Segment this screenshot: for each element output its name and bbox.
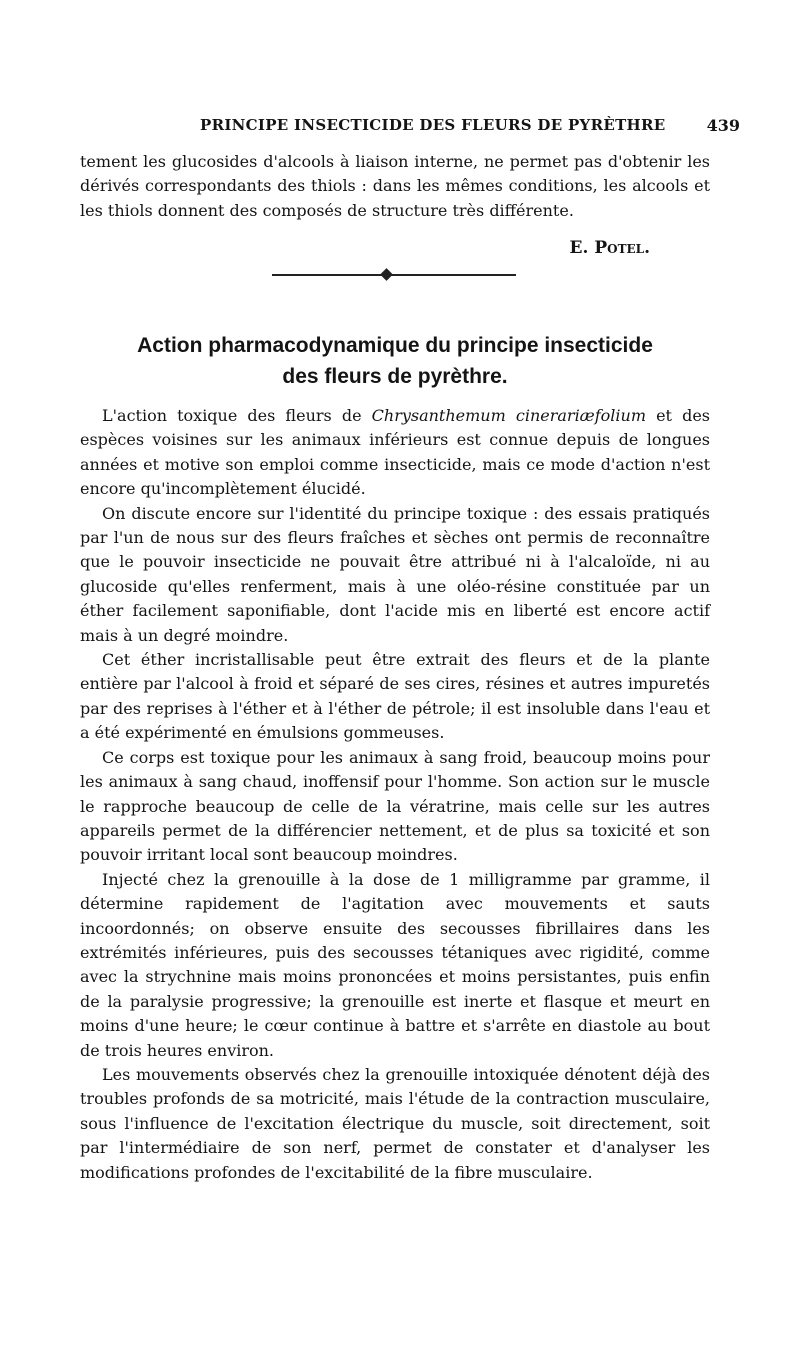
section-separator bbox=[272, 268, 516, 282]
paragraph-3: Cet éther incristallisable peut être extrait des fleurs et de la plante entière par l'alcool à froid et séparé de ses cires, résines et autres impuretés par des reprises à l'éther et à l'éther de pétrole; il est insoluble dans l'eau et a été expérimenté en émulsions gommeuses. bbox=[80, 650, 710, 743]
article-body bbox=[80, 404, 710, 1185]
paragraph-1-end: et des espèces voisines sur les animaux inférieurs est connue depuis de longues années et motive son emploi comme insecticide, mais ce mode d'action n'est encore qu'incomplètement élucidé. bbox=[80, 406, 710, 499]
paragraph-1 bbox=[80, 404, 710, 502]
page-number: 439 bbox=[706, 116, 740, 135]
running-header bbox=[200, 116, 740, 140]
closing-paragraph: tement les glucosides d'alcools à liaison interne, ne permet pas d'obtenir les dérivés correspondants des thiols : dans les mêmes conditions, les alcools et les thiols donnent des composés de structure très différente. bbox=[80, 152, 710, 220]
paragraph-6: Les mouvements observés chez la grenouille intoxiquée dénotent déjà des troubles profonds de sa motricité, mais l'étude de la contraction musculaire, sous l'influence de l'excitation électrique du muscle, soit directement, soit par l'intermédiaire de son nerf, permet de constater et d'analyser les modifications profondes de l'excitabilité de la fibre musculaire. bbox=[80, 1064, 710, 1182]
paragraph-4: Ce corps est toxique pour les animaux à sang froid, beaucoup moins pour les animaux à sang chaud, inoffensif pour l'homme. Son action sur le muscle le rapproche beaucoup de celle de la vératrine, mais celle sur les autres appareils permet de la différencier nettement, et de plus sa toxicité et son pouvoir irritant local sont beaucoup moindres. bbox=[80, 747, 710, 865]
paragraph-2: On discute encore sur l'identité du principe toxique : des essais pratiqués par l'un de nous sur des fleurs fraîches et sèches ont permis de reconnaître que le pouvoir insecticide ne pouvait être attribué ni à l'alcaloïde, ni au glucoside qu'elles renferment, mais à une oléo-résine constituée par un éther facilement saponifiable, dont l'acide mis en liberté est encore actif mais à un degré moindre. bbox=[80, 503, 710, 645]
article-title-line-2: des fleurs de pyrèthre. bbox=[282, 365, 508, 388]
signature-initial: E. bbox=[569, 238, 589, 258]
article-title bbox=[80, 330, 710, 392]
author-signature bbox=[570, 238, 650, 258]
separator-line bbox=[272, 274, 516, 276]
previous-article-text bbox=[80, 150, 710, 223]
article-title-line-1: Action pharmacodynamique du principe insecticide bbox=[137, 334, 653, 357]
paragraph-5: Injecté chez la grenouille à la dose de 1 milligramme par gramme, il détermine rapidement de l'agitation avec mouvements et sauts incoordonnés; on observe ensuite des secousses fibrillaires dans les extrémités inférieures, puis des secousses tétaniques avec rigidité, comme avec la strychnine mais moins prononcées et moins persistantes, puis enfin de la paralysie progressive; la grenouille est inerte et flasque et meurt en moins d'une heure; le cœur continue à battre et s'arrête en diastole au bout de trois heures environ. bbox=[80, 869, 710, 1060]
signature-name: Potel. bbox=[594, 238, 650, 258]
diamond-ornament-icon bbox=[380, 268, 393, 281]
species-name: Chrysanthemum cinerariæfolium bbox=[371, 406, 646, 425]
running-title: PRINCIPE INSECTICIDE DES FLEURS DE PYRÈTHRE bbox=[200, 116, 666, 134]
paragraph-1-start: L'action toxique des fleurs de bbox=[102, 406, 372, 425]
